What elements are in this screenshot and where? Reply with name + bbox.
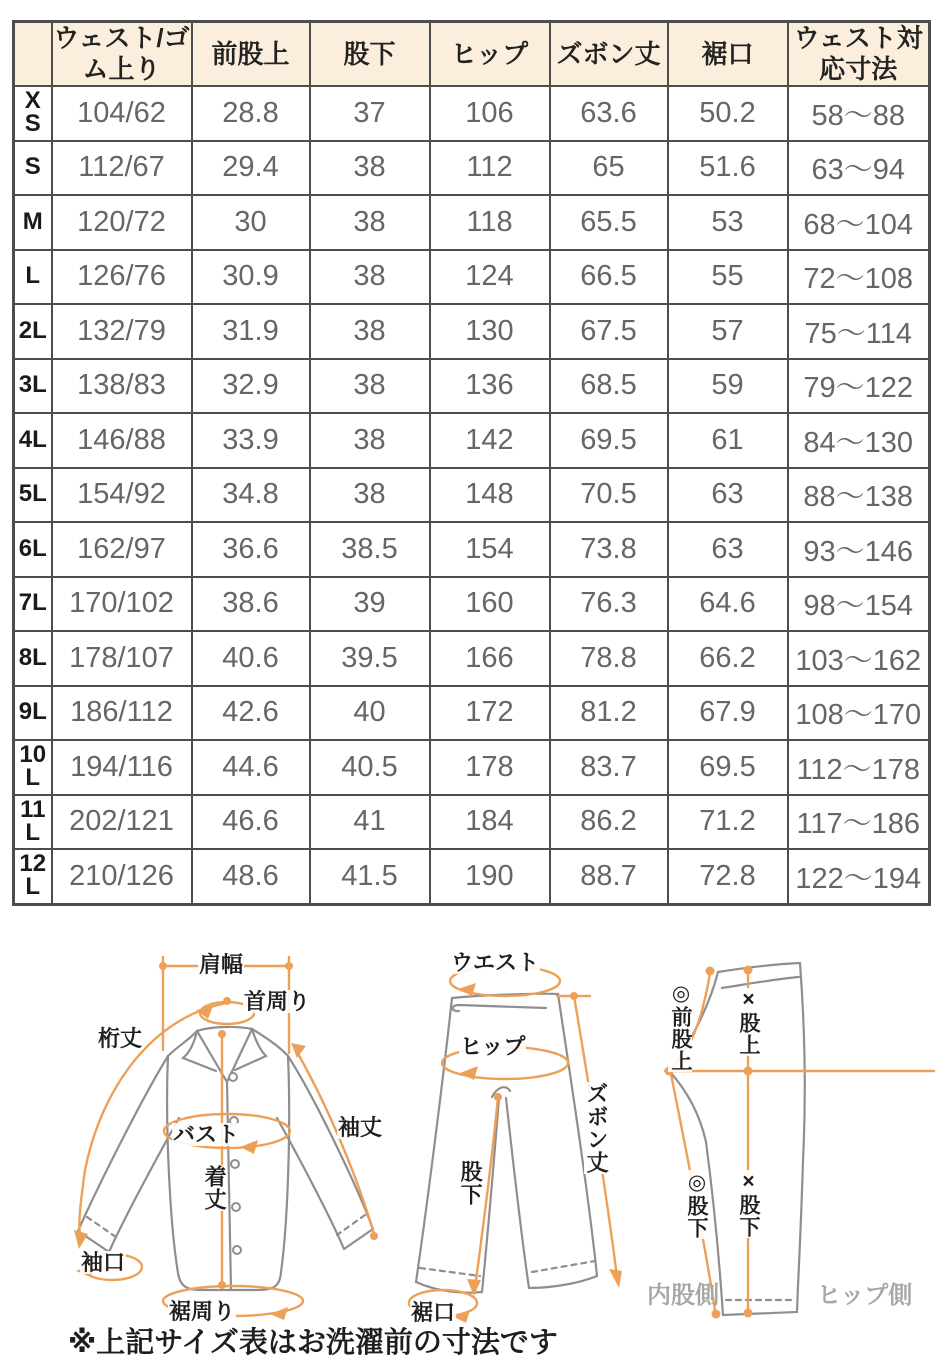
- size-value-cell: 178/107: [52, 631, 192, 686]
- size-value-cell: 190: [430, 849, 550, 904]
- size-value-cell: 154/92: [52, 468, 192, 523]
- size-value-cell: 124: [430, 250, 550, 305]
- pants-inseam-label: 股下: [458, 1160, 484, 1206]
- size-value-cell: 162/97: [52, 522, 192, 577]
- size-value-cell: 30.9: [192, 250, 310, 305]
- table-row: [14, 631, 930, 686]
- size-value-cell: 36.6: [192, 522, 310, 577]
- size-value-cell: 66.2: [668, 631, 788, 686]
- table-row: [14, 522, 930, 577]
- size-value-cell: 38: [310, 468, 430, 523]
- size-value-cell: 69.5: [668, 740, 788, 795]
- size-value-cell: 84〜130: [788, 413, 930, 468]
- size-value-cell: 48.6: [192, 849, 310, 904]
- size-value-cell: 64.6: [668, 577, 788, 632]
- size-value-cell: 88.7: [550, 849, 668, 904]
- size-value-cell: 63.6: [550, 86, 668, 141]
- size-value-cell: 98〜154: [788, 577, 930, 632]
- size-value-cell: 178: [430, 740, 550, 795]
- row-size-label: L: [14, 250, 52, 305]
- size-value-cell: 210/126: [52, 849, 192, 904]
- shirt-bust-label: バスト: [173, 1122, 240, 1147]
- size-value-cell: 39: [310, 577, 430, 632]
- size-value-cell: 166: [430, 631, 550, 686]
- pattern-front-rise-label: ◎前股上: [669, 981, 693, 1072]
- size-value-cell: 68〜104: [788, 195, 930, 250]
- column-header-hip: ヒップ: [430, 22, 550, 87]
- size-value-cell: 184: [430, 795, 550, 850]
- row-size-label: S: [14, 141, 52, 196]
- size-value-cell: 55: [668, 250, 788, 305]
- size-value-cell: 65: [550, 141, 668, 196]
- size-value-cell: 69.5: [550, 413, 668, 468]
- row-size-label: 12L: [14, 849, 52, 904]
- size-value-cell: 142: [430, 413, 550, 468]
- size-value-cell: 51.6: [668, 141, 788, 196]
- size-value-cell: 117〜186: [788, 795, 930, 850]
- size-value-cell: 34.8: [192, 468, 310, 523]
- row-size-label: 6L: [14, 522, 52, 577]
- size-value-cell: 38: [310, 304, 430, 359]
- row-size-label: 7L: [14, 577, 52, 632]
- size-value-cell: 41.5: [310, 849, 430, 904]
- size-value-cell: 106: [430, 86, 550, 141]
- size-value-cell: 57: [668, 304, 788, 359]
- size-value-cell: 88〜138: [788, 468, 930, 523]
- size-value-cell: 28.8: [192, 86, 310, 141]
- table-row: [14, 250, 930, 305]
- column-header-waist-elastic: ウェスト/ゴム上り: [53, 23, 190, 84]
- row-size-label: 9L: [14, 686, 52, 741]
- row-size-label: 8L: [14, 631, 52, 686]
- size-value-cell: 38: [310, 250, 430, 305]
- table-row: [14, 849, 930, 904]
- size-value-cell: 44.6: [192, 740, 310, 795]
- table-row: [14, 359, 930, 414]
- shirt-shoulder-width-label: 肩幅: [199, 952, 244, 977]
- size-value-cell: 32.9: [192, 359, 310, 414]
- shirt-body-length-label: 着丈: [202, 1165, 228, 1211]
- size-value-cell: 65.5: [550, 195, 668, 250]
- size-value-cell: 112/67: [52, 141, 192, 196]
- size-value-cell: 122〜194: [788, 849, 930, 904]
- size-value-cell: 112〜178: [788, 740, 930, 795]
- table-row: [14, 86, 930, 141]
- corner-cell: [14, 22, 52, 87]
- size-value-cell: 81.2: [550, 686, 668, 741]
- pre-wash-note: ※上記サイズ表はお洗濯前の寸法です: [68, 1327, 558, 1359]
- size-value-cell: 86.2: [550, 795, 668, 850]
- size-value-cell: 46.6: [192, 795, 310, 850]
- pattern-inseam-inner-label: ◎股下: [685, 1170, 709, 1239]
- size-value-cell: 112: [430, 141, 550, 196]
- size-value-cell: 39.5: [310, 631, 430, 686]
- size-value-cell: 30: [192, 195, 310, 250]
- size-value-cell: 63: [668, 522, 788, 577]
- size-value-cell: 76.3: [550, 577, 668, 632]
- size-value-cell: 38.5: [310, 522, 430, 577]
- column-header-inseam: 股下: [310, 22, 430, 87]
- pattern-hip-side-label: ヒップ側: [817, 1282, 913, 1309]
- size-value-cell: 41: [310, 795, 430, 850]
- size-value-cell: 172: [430, 686, 550, 741]
- size-value-cell: 38: [310, 141, 430, 196]
- size-value-cell: 194/116: [52, 740, 192, 795]
- size-value-cell: 37: [310, 86, 430, 141]
- size-value-cell: 40: [310, 686, 430, 741]
- column-header-waist-range: ウェスト対応寸法: [788, 22, 930, 87]
- size-value-cell: 132/79: [52, 304, 192, 359]
- size-value-cell: 138/83: [52, 359, 192, 414]
- size-value-cell: 108〜170: [788, 686, 930, 741]
- size-value-cell: 58〜88: [788, 86, 930, 141]
- size-value-cell: 202/121: [52, 795, 192, 850]
- size-value-cell: 38: [310, 413, 430, 468]
- size-value-cell: 160: [430, 577, 550, 632]
- size-value-cell: 83.7: [550, 740, 668, 795]
- shirt-cuff-opening-label: 袖口: [81, 1250, 126, 1275]
- size-value-cell: 72〜108: [788, 250, 930, 305]
- table-row: [14, 141, 930, 196]
- row-size-label: 2L: [14, 304, 52, 359]
- size-value-cell: 59: [668, 359, 788, 414]
- row-size-label: 11L: [14, 795, 52, 850]
- row-size-label: 5L: [14, 468, 52, 523]
- pants-hip-label: ヒップ: [460, 1034, 526, 1059]
- size-value-cell: 40.5: [310, 740, 430, 795]
- size-value-cell: 50.2: [668, 86, 788, 141]
- size-value-cell: 68.5: [550, 359, 668, 414]
- pants-hem-opening-label: 裾口: [411, 1300, 456, 1325]
- table-row: [14, 304, 930, 359]
- size-value-cell: 130: [430, 304, 550, 359]
- table-row: [14, 468, 930, 523]
- size-value-cell: 63〜94: [788, 141, 930, 196]
- size-value-cell: 71.2: [668, 795, 788, 850]
- size-value-cell: 42.6: [192, 686, 310, 741]
- size-value-cell: 136: [430, 359, 550, 414]
- size-value-cell: 78.8: [550, 631, 668, 686]
- shirt-yuki-length-label: 桁丈: [98, 1026, 143, 1051]
- size-value-cell: 154: [430, 522, 550, 577]
- size-table: [12, 20, 931, 906]
- size-value-cell: 75〜114: [788, 304, 930, 359]
- size-value-cell: 38: [310, 359, 430, 414]
- size-value-cell: 104/62: [52, 86, 192, 141]
- column-header-front-rise: 前股上: [192, 22, 310, 87]
- size-value-cell: 67.9: [668, 686, 788, 741]
- table-row: [14, 413, 930, 468]
- row-size-label: M: [14, 195, 52, 250]
- row-size-label: 10L: [14, 740, 52, 795]
- row-size-label: 4L: [14, 413, 52, 468]
- pattern-inner-thigh-side-label: 内股側: [647, 1282, 719, 1309]
- size-value-cell: 126/76: [52, 250, 192, 305]
- size-value-cell: 72.8: [668, 849, 788, 904]
- pattern-rise-label: ×股上: [737, 988, 761, 1056]
- size-value-cell: 38.6: [192, 577, 310, 632]
- table-row: [14, 686, 930, 741]
- size-value-cell: 148: [430, 468, 550, 523]
- size-value-cell: 33.9: [192, 413, 310, 468]
- size-value-cell: 103〜162: [788, 631, 930, 686]
- size-value-cell: 61: [668, 413, 788, 468]
- row-size-label: XS: [14, 86, 52, 141]
- size-value-cell: 67.5: [550, 304, 668, 359]
- size-value-cell: 73.8: [550, 522, 668, 577]
- size-value-cell: 186/112: [52, 686, 192, 741]
- table-row: [14, 740, 930, 795]
- size-value-cell: 66.5: [550, 250, 668, 305]
- row-size-label: 3L: [14, 359, 52, 414]
- size-value-cell: 93〜146: [788, 522, 930, 577]
- shirt-sleeve-length-label: 袖丈: [338, 1115, 383, 1140]
- size-value-cell: 53: [668, 195, 788, 250]
- size-value-cell: 31.9: [192, 304, 310, 359]
- size-value-cell: 63: [668, 468, 788, 523]
- pants-length-label: ズボン丈: [584, 1082, 610, 1174]
- shirt-hem-around-label: 裾周り: [169, 1299, 236, 1324]
- size-value-cell: 70.5: [550, 468, 668, 523]
- size-table-body: [14, 86, 930, 904]
- column-header-hem: 裾口: [668, 22, 788, 87]
- table-row: [14, 195, 930, 250]
- size-value-cell: 118: [430, 195, 550, 250]
- header-row: [14, 22, 930, 87]
- size-value-cell: 79〜122: [788, 359, 930, 414]
- size-value-cell: 120/72: [52, 195, 192, 250]
- column-header-pants-length: ズボン丈: [550, 22, 668, 87]
- size-value-cell: 40.6: [192, 631, 310, 686]
- table-row: [14, 577, 930, 632]
- shirt-neck-around-label: 首周り: [244, 989, 311, 1014]
- size-value-cell: 38: [310, 195, 430, 250]
- pattern-inseam-cross-label: ×股下: [737, 1170, 761, 1238]
- pants-waist-label: ウエスト: [451, 950, 540, 975]
- size-value-cell: 146/88: [52, 413, 192, 468]
- table-row: [14, 795, 930, 850]
- size-value-cell: 29.4: [192, 141, 310, 196]
- size-value-cell: 170/102: [52, 577, 192, 632]
